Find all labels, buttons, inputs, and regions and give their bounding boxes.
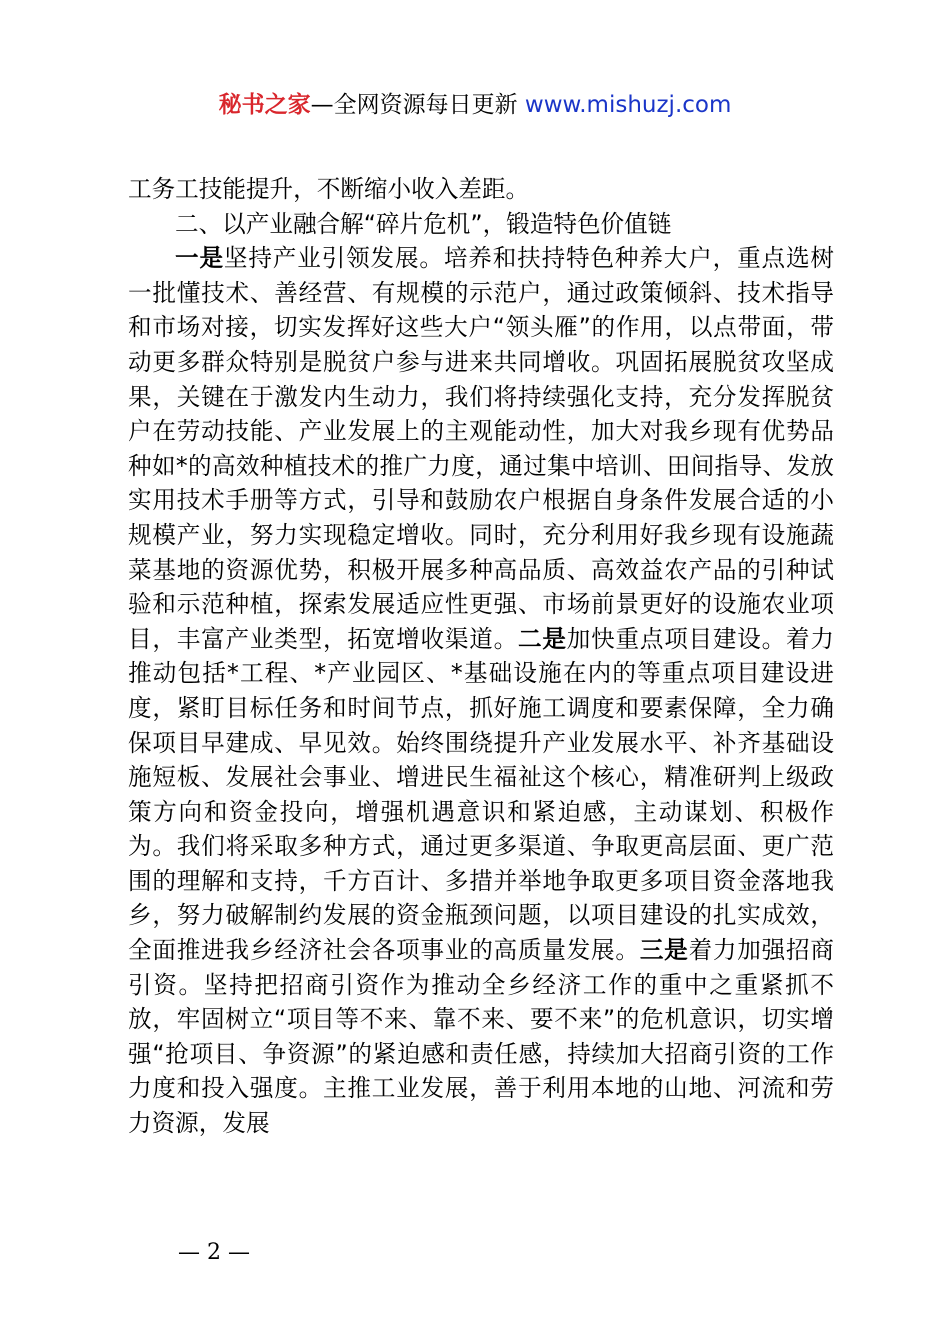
main-paragraph [128,241,834,1140]
section-heading: 二、以产业融合解“碎片危机”，锻造特色价值链 [175,209,672,238]
site-url[interactable]: www.mishuzj.com [524,92,732,118]
document-body [128,172,834,1141]
point-two-lead: 二是 [517,624,567,653]
point-two-text: 加快重点项目建设。着力推动包括*工程、*产业园区、*基础设施在内的等重点项目建设进度，紧盯目标任务和时间节点，抓好施工调度和要素保障，全力确保项目早建成、早见效。始终围绕提升产业发展水平、补齐基础设施短板、发展社会事业、增进民生福祉这个核心，精准研判上级政策方向和资金投向，增强机遇意识和紧迫感，主动谋划、积极作为。我们将采取多种方式，通过更多渠道、争取更高层面、更广范围的理解和支持，千方百计、多措并举地争取更多项目资金落地我乡，努力破解制约发展的资金瓶颈问题，以项目建设的扎实成效，全面推进我乡经济社会各项事业的高质量发展。 [128,624,835,965]
point-three-text: 着力加强招商引资。坚持把招商引资作为推动全乡经济工作的重中之重紧抓不放，牢固树立“项目等不来、靠不来、要不来”的危机意识，切实增强“抢项目、争资源”的紧迫感和责任感，持续加大招商引资的工作力度和投入强度。主推工业发展，善于利用本地的山地、河流和劳力资源，发展 [128,936,835,1138]
point-three-lead: 三是 [639,936,689,965]
page-number: — 2 — [178,1240,250,1265]
site-tagline: —全网资源每日更新 [310,92,518,118]
point-one-lead: 一是 [175,244,224,273]
continuation-text: 工务工技能提升，不断缩小收入差距。 [128,175,530,203]
point-one-text: 坚持产业引领发展。培养和扶持特色种养大户，重点选树一批懂技术、善经营、有规模的示范户，通过政策倾斜、技术指导和市场对接，切实发挥好这些大户“领头雁”的作用，以点带面，带动更多群众特别是脱贫户参与进来共同增收。巩固拓展脱贫攻坚成果，关键在于激发内生动力，我们将持续强化支持，充分发挥脱贫户在劳动技能、产业发展上的主观能动性，加大对我乡现有优势品种如*的高效种植技术的推广力度，通过集中培训、田间指导、发放实用技术手册等方式，引导和鼓励农户根据自身条件发展合适的小规模产业，努力实现稳定增收。同时，充分利用好我乡现有设施蔬菜基地的资源优势，积极开展多种高品质、高效益农产品的引种试验和示范种植，探索发展适应性更强、市场前景更好的设施农业项目，丰富产业类型，拓宽增收渠道。 [128,244,835,653]
site-brand: 秘书之家 [218,92,311,118]
site-header [0,88,950,122]
